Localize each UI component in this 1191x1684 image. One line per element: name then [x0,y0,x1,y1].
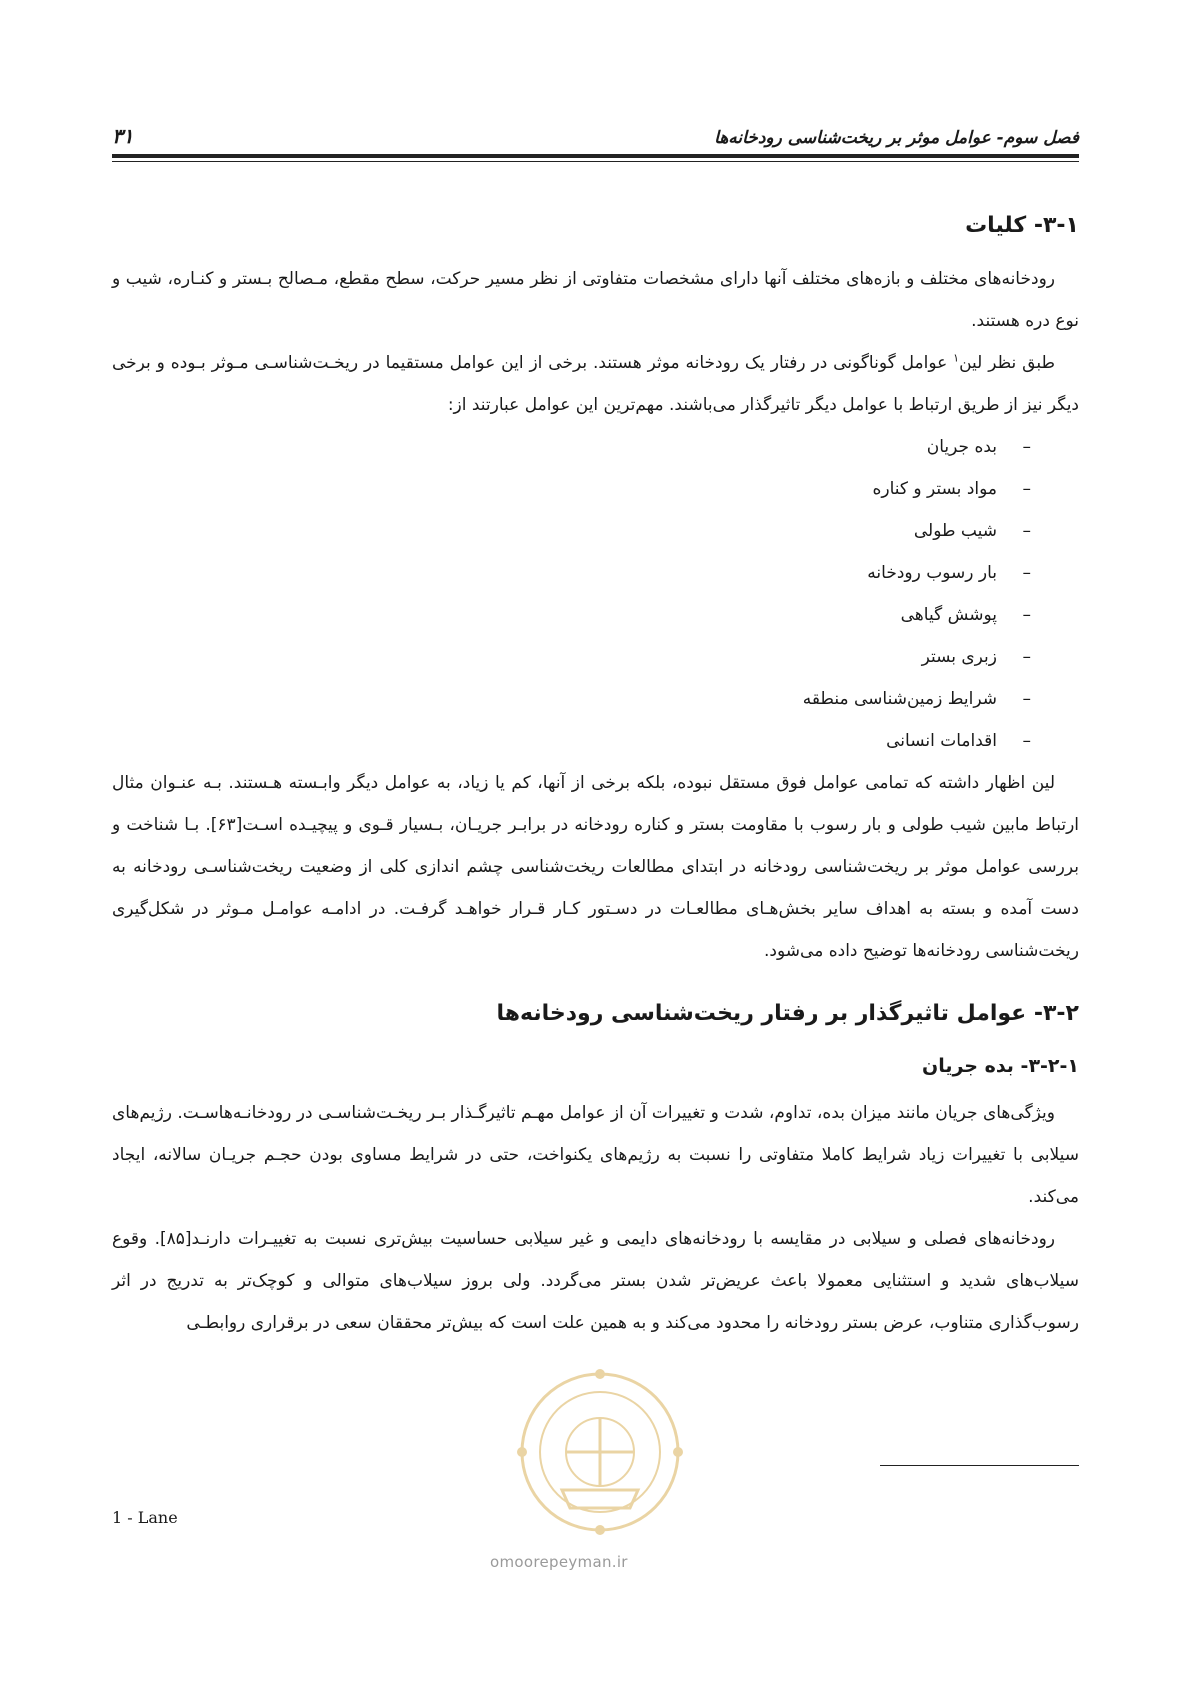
factor-list [112,426,1079,762]
list-item [112,720,1031,762]
list-dash: – [1022,521,1031,541]
list-item-text: بده جریان [926,437,997,457]
list-dash: – [1022,605,1031,625]
list-item [112,426,1031,468]
paragraph: ویژگی‌های جریان مانند میزان بده، تداوم، شدت و تغییرات آن از عوامل مهـم تاثیرگـذار بـر ریخـت‌شناسـی در رودخانـه‌هاسـت. رژیم‌های سیلابی با تغییرات زیاد شرایط کاملا متفاوتی را نسبت به رژیم‌های یکنواخت، حتی در شرایط مساوی بودن حجـم جریـان سالانه، ایجاد می‌کند. [112,1103,1079,1207]
chapter-title: فصل سوم- عوامل موثر بر ریخت‌شناسی رودخانه‌ها [714,128,1079,148]
list-dash: – [1022,731,1031,751]
subsection-heading-discharge: ۳-۲-۱- بده جریان [921,1055,1079,1077]
list-dash: – [1022,479,1031,499]
list-dash: – [1022,563,1031,583]
paragraph: رودخانه‌های مختلف و بازه‌های مختلف آنها دارای مشخصات متفاوتی از نظر مسیر حرکت، سطح مقطع، مـصالح بـستر و کنـاره، شیب و نوع دره هستند. [112,269,1079,331]
list-item-text: شرایط زمین‌شناسی منطقه [802,689,997,709]
header-rule-thick [112,154,1079,158]
paragraph-text: عوامل گوناگونی در رفتار یک رودخانه موثر هستند. برخی از این عوامل مستقیما در ریخـت‌شناسـی مـوثر بـوده و برخی دیگر نیز از طریق ارتباط با عوامل دیگر تاثیرگذار می‌باشند. مهم‌ترین این عوامل عبارتند از: [112,353,1079,415]
list-item [112,594,1031,636]
list-item-text: بار رسوب رودخانه [867,563,997,583]
list-item [112,552,1031,594]
list-item [112,510,1031,552]
list-item [112,678,1031,720]
paragraph-text: طبق نظر لین [959,353,1055,373]
list-dash: – [1022,647,1031,667]
footnote-reference: ۱ [953,351,960,365]
list-item-text: پوشش گیاهی [900,605,997,625]
main-content [112,196,1079,1344]
list-dash: – [1022,437,1031,457]
list-item-text: اقدامات انسانی [886,731,997,751]
section-heading-factors: ۳-۲- عوامل تاثیرگذار بر رفتار ریخت‌شناسی رودخانه‌ها [496,1001,1079,1026]
watermark-seal-logo [470,1340,730,1570]
section-heading-general: ۳-۱- کلیات [965,213,1079,238]
paragraph: رودخانه‌های فصلی و سیلابی در مقایسه با رودخانه‌های دایمی و غیر سیلابی حساسیت بیش‌تری نسبت به تغییـرات دارنـد[۸۵]. وقوع سیلاب‌های شدید و استثنایی معمولا باعث عریض‌تر شدن بستر می‌گردد. ولی بروز سیلاب‌های متوالی و کوچک‌تر به تدریج در اثر رسوب‌گذاری متناوب، عرض بستر رودخانه را محدود می‌کند و به همین علت است که بیش‌تر محققان سعی در برقراری روابطـی [112,1229,1079,1333]
watermark-site: omoorepeyman.ir [490,1553,628,1571]
list-item [112,468,1031,510]
list-item-text: شیب طولی [913,521,997,541]
footnote-separator [880,1465,1079,1466]
list-item [112,636,1031,678]
list-item-text: مواد بستر و کناره [872,479,997,499]
footnote: 1 - Lane [112,1508,178,1527]
page-header [112,122,1079,148]
paragraph: لین اظهار داشته که تمامی عوامل فوق مستقل نبوده، بلکه برخی از آنها، کم یا زیاد، به عوامل دیگر وابـسته هـستند. بـه عنـوان مثال ارتباط مابین شیب طولی و بار رسوب با مقاومت بستر و کناره رودخانه در برابـر جریـان، بـسیار قـوی و پیچیـده اسـت[۶۳]. بـا شناخت و بررسی عوامل موثر بر ریخت‌شناسی رودخانه در ابتدای مطالعات ریخت‌شناسی چشم اندازی کلی از وضعیت ریخت‌شناسـی رودخانه به دست آمده و بسته به اهداف سایر بخش‌هـای مطالعـات در دسـتور کـار قـرار خواهـد گرفـت. در ادامـه عوامـل مـوثر در شکل‌گیری ریخت‌شناسی رودخانه‌ها توضیح داده می‌شود. [112,773,1079,961]
paragraph-with-footnote [112,342,1079,426]
list-dash: – [1022,689,1031,709]
list-item-text: زبری بستر [921,647,997,667]
header-rule-thin [112,161,1079,162]
page-number: ۳۱ [112,124,134,148]
